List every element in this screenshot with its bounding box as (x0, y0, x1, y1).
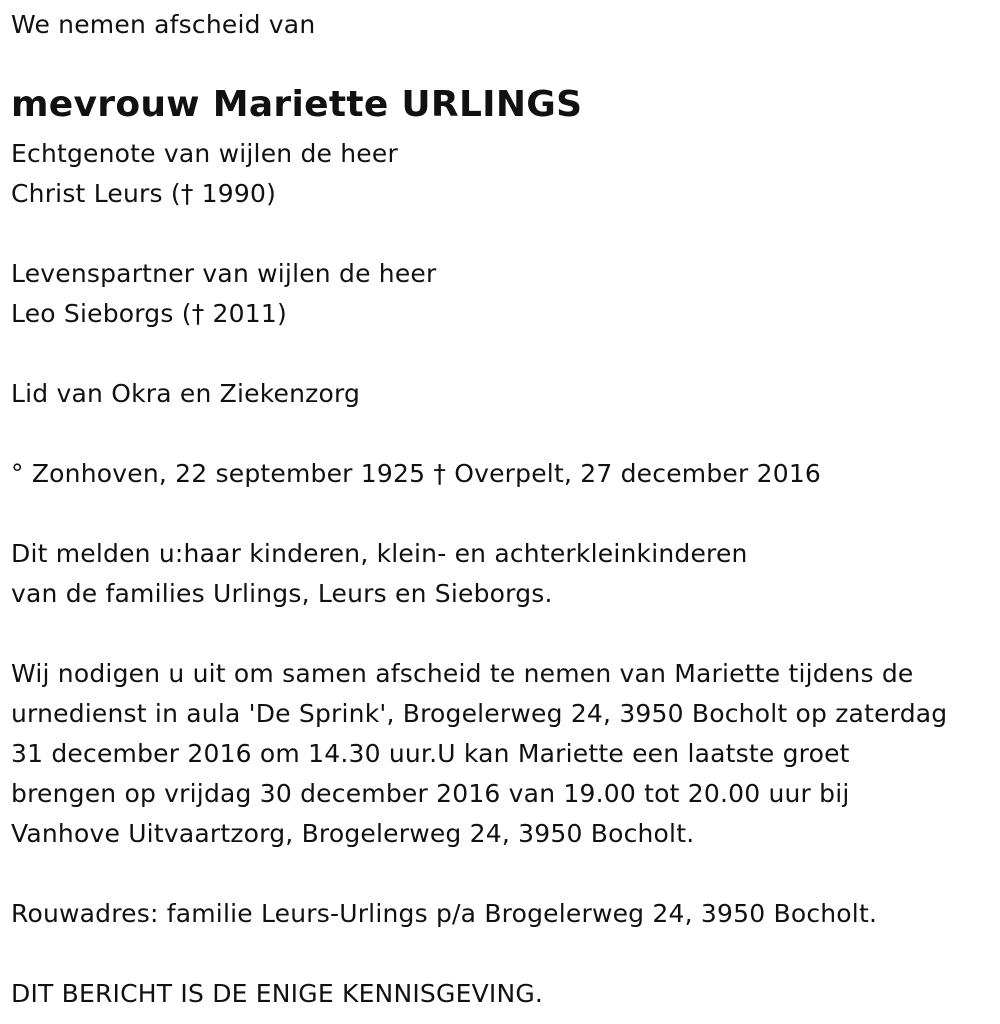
announcement-line-1: Dit melden u:haar kinderen, klein- en achterkleinkinderen (11, 539, 748, 568)
partner-line-2: Leo Sieborgs († 2011) (11, 299, 287, 328)
partner-line-1: Levenspartner van wijlen de heer (11, 259, 437, 288)
announcement-line-2: van de families Urlings, Leurs en Sieborgs. (11, 579, 553, 608)
birth-death-line: ° Zonhoven, 22 september 1925 † Overpelt, 27 december 2016 (11, 459, 822, 488)
closing-statement: DIT BERICHT IS DE ENIGE KENNISGEVING. (11, 979, 544, 1008)
intro-text: We nemen afscheid van (11, 10, 316, 39)
spouse-line-1: Echtgenote van wijlen de heer (11, 139, 398, 168)
deceased-name: mevrouw Mariette URLINGS (11, 84, 583, 125)
service-line-1: Wij nodigen u uit om samen afscheid te nemen van Mariette tijdens de (11, 659, 914, 688)
service-line-3: 31 december 2016 om 14.30 uur.U kan Mariette een laatste groet (11, 739, 850, 768)
membership-text: Lid van Okra en Ziekenzorg (11, 379, 361, 408)
service-line-2: urnedienst in aula 'De Sprink', Brogelerweg 24, 3950 Bocholt op zaterdag (11, 699, 948, 728)
service-line-5: Vanhove Uitvaartzorg, Brogelerweg 24, 3950 Bocholt. (11, 819, 695, 848)
mourning-address: Rouwadres: familie Leurs-Urlings p/a Brogelerweg 24, 3950 Bocholt. (11, 899, 878, 928)
service-line-4: brengen op vrijdag 30 december 2016 van 19.00 tot 20.00 uur bij (11, 779, 850, 808)
spouse-line-2: Christ Leurs († 1990) (11, 179, 277, 208)
